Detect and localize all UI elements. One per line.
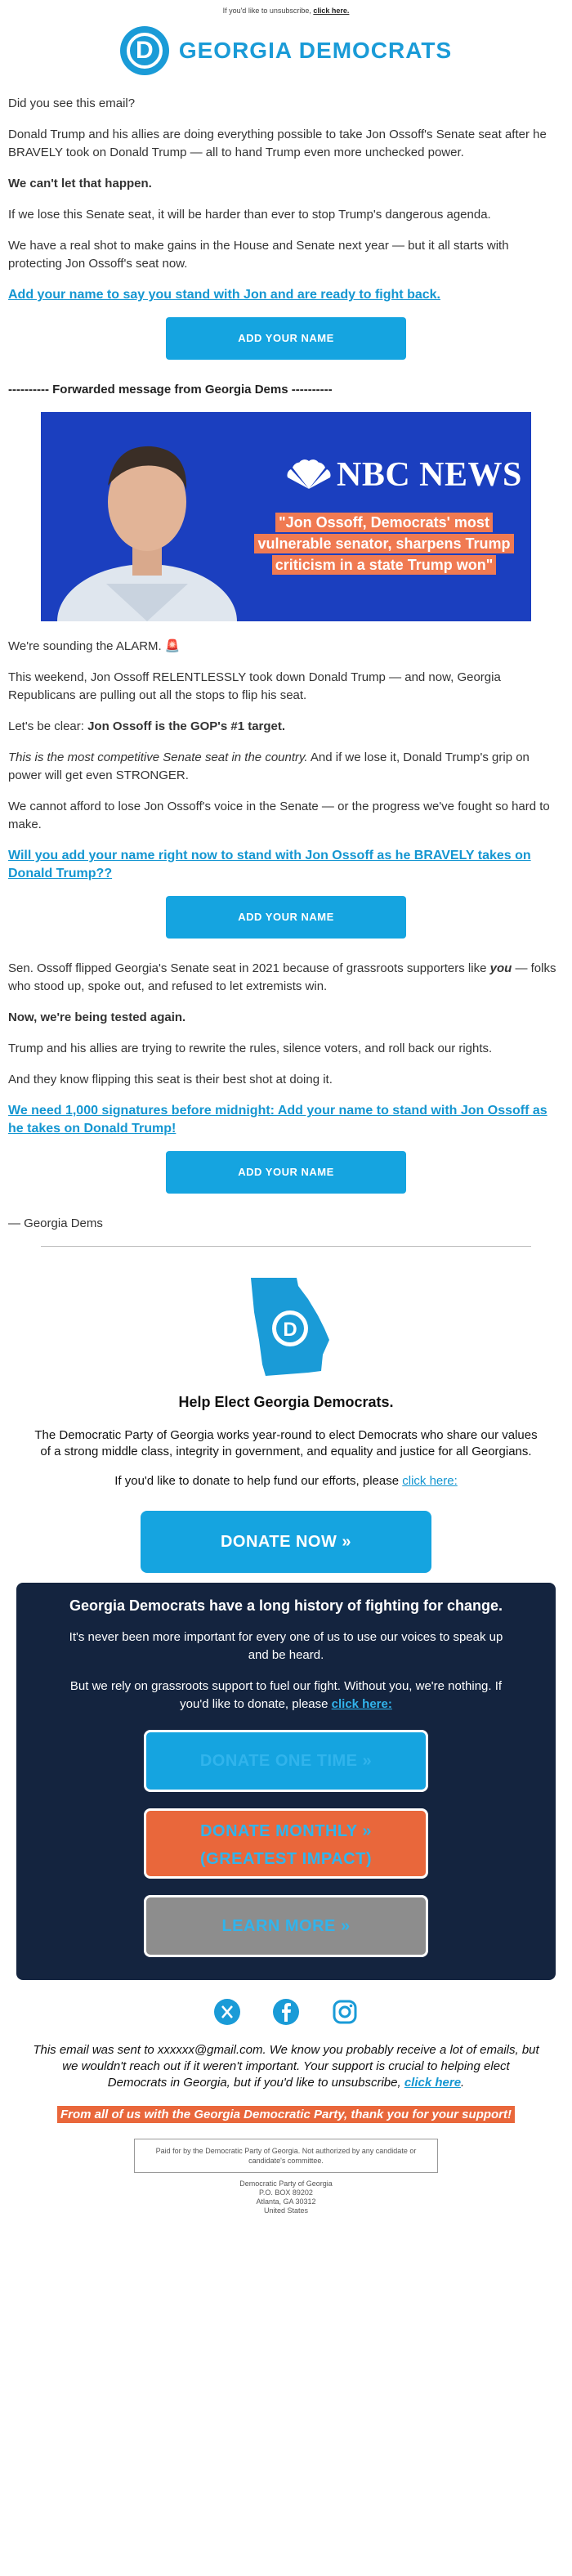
- unsubscribe-link[interactable]: click here.: [313, 7, 350, 15]
- paragraph-relentless: This weekend, Jon Ossoff RELENTLESSLY took down Donald Trump — and now, Georgia Republicans are pulling out all the stops to flip his seat.: [8, 670, 501, 702]
- signatures-link[interactable]: We need 1,000 signatures before midnight: Add your name to stand with Jon Ossoff as he takes on Donald Trump!: [8, 1104, 547, 1136]
- paragraph-lose-seat: If we lose this Senate seat, it will be harder than ever to stop Trump's dangerous agenda.: [8, 208, 491, 222]
- donate-monthly-button[interactable]: [144, 1808, 428, 1879]
- intro-question: Did you see this email?: [8, 96, 136, 110]
- paragraph-real-shot: We have a real shot to make gains in the House and Senate next year — but it all starts with protecting Jon Ossoff's seat now.: [8, 239, 509, 271]
- history-p1: It's never been more important for every one of us to use our voices to speak up and be heard.: [69, 1630, 503, 1662]
- georgia-democrats-logo[interactable]: [0, 25, 572, 77]
- donate-one-time-button[interactable]: DONATE ONE TIME »: [144, 1730, 428, 1792]
- greatest-impact-label: (GREATEST IMPACT): [200, 1850, 372, 1868]
- instagram-icon[interactable]: [331, 1998, 359, 2026]
- footer-unsubscribe-link[interactable]: click here: [404, 2076, 462, 2090]
- nbc-news-hero-image[interactable]: [41, 412, 531, 621]
- history-title: Georgia Democrats have a long history of fighting for change.: [69, 1597, 503, 1614]
- learn-more-button[interactable]: LEARN MORE »: [144, 1895, 428, 1957]
- mailing-address: Democratic Party of Georgia P.O. BOX 89202 Atlanta, GA 30312 United States: [239, 2180, 333, 2215]
- headline-quote: "Jon Ossoff, Democrats' most vulnerable senator, sharpens Trump criticism in a state Trump won": [253, 512, 515, 576]
- paragraph-trump-allies: Donald Trump and his allies are doing everything possible to take Jon Ossoff's Senate seat after he BRAVELY took on Donald Trump — all to hand Trump even more unchecked power.: [8, 128, 547, 159]
- paragraph-cannot-afford: We cannot afford to lose Jon Ossoff's voice in the Senate — or the progress we've fought so hard to make.: [8, 800, 550, 831]
- divider: [41, 1246, 531, 1247]
- svg-text:D: D: [283, 1319, 297, 1341]
- x-icon[interactable]: [213, 1998, 241, 2026]
- ossoff-portrait: [57, 412, 237, 621]
- email-body: [0, 95, 572, 1233]
- paragraph-best-shot: And they know flipping this seat is their best shot at doing it.: [8, 1073, 333, 1086]
- unsubscribe-text: If you'd like to unsubscribe,: [222, 7, 311, 15]
- nbc-logo: [286, 456, 522, 494]
- sent-to-notice: This email was sent to xxxxxx@gmail.com. We know you probably receive a lot of emails, but we wouldn't reach out if it weren't important. Your support is crucial to helping elect Democrats in Georgia, but if you'd like to unsubscribe, click here.: [33, 2043, 539, 2090]
- facebook-icon[interactable]: [272, 1998, 300, 2026]
- history-box: [16, 1583, 556, 1980]
- thank-you-banner: From all of us with the Georgia Democratic Party, thank you for your support!: [49, 2104, 523, 2126]
- box-click-here-link[interactable]: click here:: [331, 1697, 392, 1711]
- mission-statement: The Democratic Party of Georgia works year-round to elect Democrats who share our values of a strong middle class, integrity in government, and equality and justice for all Georgians.: [34, 1428, 538, 1458]
- logo-text: GEORGIA DEMOCRATS: [178, 38, 453, 63]
- stand-with-jon-link[interactable]: Add your name to say you stand with Jon and are ready to fight back.: [8, 288, 440, 302]
- add-your-name-button-3[interactable]: ADD YOUR NAME: [166, 1151, 406, 1194]
- donate-monthly-label: DONATE MONTHLY »: [200, 1822, 372, 1840]
- paragraph-cant-let: We can't let that happen.: [8, 177, 152, 190]
- paragraph-competitive: This is the most competitive Senate seat in the country. And if we lose it, Donald Trump's grip on power will get even STRONGER.: [8, 750, 530, 782]
- paragraph-grassroots: Sen. Ossoff flipped Georgia's Senate seat in 2021 because of grassroots supporters like you — folks who stood up, spoke out, and refused to let extremists win.: [8, 961, 556, 993]
- unsubscribe-note: [0, 0, 572, 15]
- signoff: — Georgia Dems: [8, 1216, 103, 1230]
- help-elect-title: Help Elect Georgia Democrats.: [178, 1394, 394, 1410]
- footer: [0, 1275, 572, 2215]
- nbc-news-text: NBC NEWS: [337, 456, 522, 494]
- paragraph-rewrite-rules: Trump and his allies are trying to rewrite the rules, silence voters, and roll back our rights.: [8, 1042, 493, 1055]
- peacock-icon: [286, 459, 332, 491]
- paragraph-alarm: We're sounding the ALARM. 🚨: [8, 639, 181, 653]
- georgia-map-icon: [233, 1275, 339, 1381]
- add-your-name-button-2[interactable]: ADD YOUR NAME: [166, 896, 406, 939]
- add-your-name-button-1[interactable]: ADD YOUR NAME: [166, 317, 406, 360]
- social-links: [0, 1998, 572, 2026]
- paragraph-tested: Now, we're being tested again.: [8, 1010, 186, 1024]
- logo-icon: [120, 26, 169, 75]
- donate-click-here-link[interactable]: click here:: [402, 1474, 458, 1488]
- paid-for-disclaimer: Paid for by the Democratic Party of Georgia. Not authorized by any candidate or candidate's committee.: [134, 2139, 438, 2173]
- donate-prompt: If you'd like to donate to help fund our efforts, please click here:: [114, 1474, 458, 1488]
- forwarded-header: ---------- Forwarded message from Georgia Dems ----------: [8, 383, 333, 396]
- logo-letter: D: [127, 33, 163, 69]
- add-name-now-link[interactable]: Will you add your name right now to stand with Jon Ossoff as he BRAVELY takes on Donald Trump??: [8, 849, 531, 880]
- paragraph-gop-target: Let's be clear: Jon Ossoff is the GOP's #1 target.: [8, 719, 286, 733]
- donate-now-button[interactable]: DONATE NOW »: [141, 1511, 431, 1573]
- history-p2: But we rely on grassroots support to fuel our fight. Without you, we're nothing. If you'd like to donate, please click here:: [69, 1679, 503, 1711]
